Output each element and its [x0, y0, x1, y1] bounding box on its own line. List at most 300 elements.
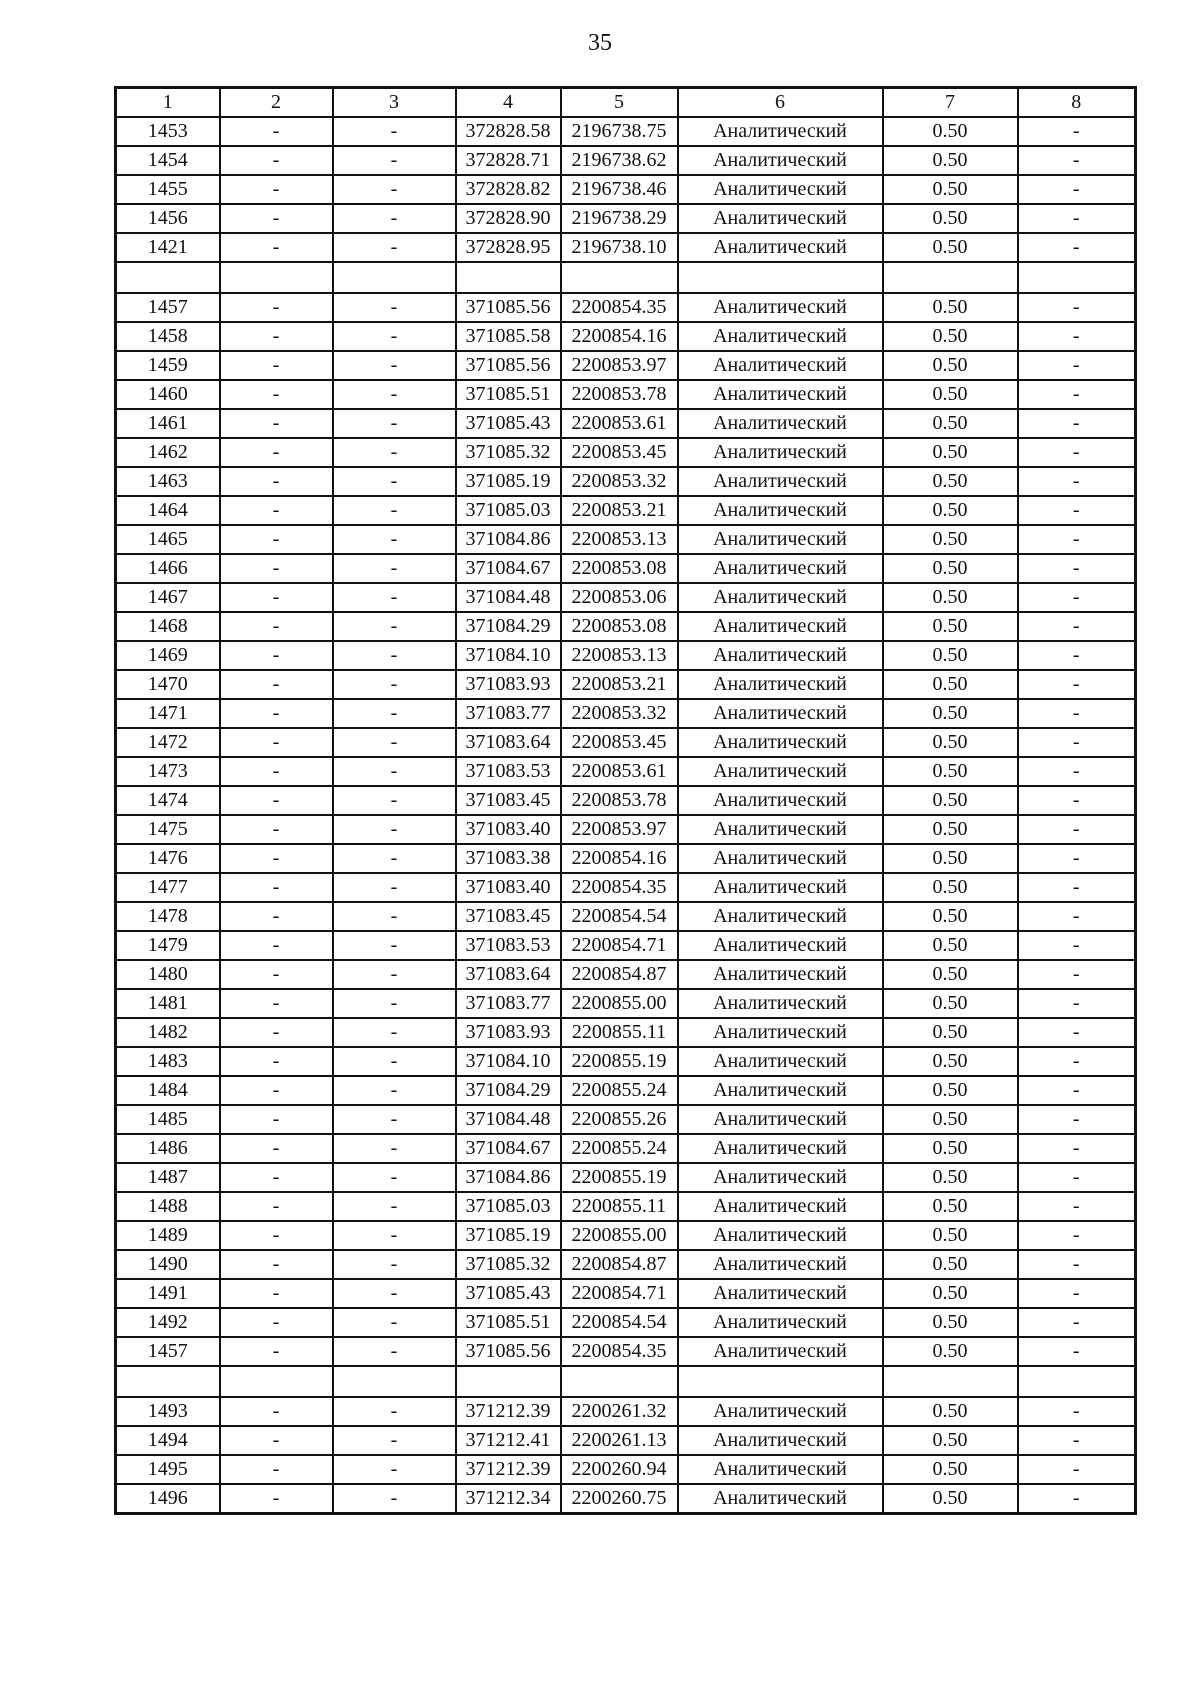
table-cell: - — [220, 1018, 333, 1047]
table-cell: - — [1018, 1250, 1136, 1279]
table-cell: - — [220, 1192, 333, 1221]
table-cell: 1491 — [116, 1279, 220, 1308]
table-cell: Аналитический — [678, 496, 883, 525]
table-cell: - — [333, 1134, 456, 1163]
table-cell: Аналитический — [678, 409, 883, 438]
table-cell: - — [333, 1018, 456, 1047]
table-cell: 1490 — [116, 1250, 220, 1279]
table-cell — [561, 262, 678, 293]
table-cell: - — [333, 1163, 456, 1192]
table-cell: 2196738.75 — [561, 117, 678, 146]
table-cell: 2200855.11 — [561, 1192, 678, 1221]
table-cell — [883, 1366, 1018, 1397]
table-cell: 1454 — [116, 146, 220, 175]
table-cell: 1478 — [116, 902, 220, 931]
table-cell: 2200855.26 — [561, 1105, 678, 1134]
table-cell: 371085.03 — [456, 496, 561, 525]
table-cell: 2200854.87 — [561, 960, 678, 989]
table-cell: Аналитический — [678, 931, 883, 960]
table-cell: - — [1018, 204, 1136, 233]
table-row — [116, 1134, 1136, 1163]
table-cell: - — [1018, 583, 1136, 612]
table-cell: 1483 — [116, 1047, 220, 1076]
table-cell: - — [333, 1308, 456, 1337]
table-cell: - — [220, 1221, 333, 1250]
table-cell: 2200854.16 — [561, 322, 678, 351]
table-cell: 1471 — [116, 699, 220, 728]
column-header: 1 — [116, 88, 220, 118]
table-cell: Аналитический — [678, 525, 883, 554]
table-row — [116, 1426, 1136, 1455]
table-cell: 371085.58 — [456, 322, 561, 351]
table-cell: - — [220, 1105, 333, 1134]
table-cell: 2200260.94 — [561, 1455, 678, 1484]
table-cell: - — [220, 583, 333, 612]
table-cell: 2200853.21 — [561, 496, 678, 525]
table-cell: 2200853.06 — [561, 583, 678, 612]
column-header: 4 — [456, 88, 561, 118]
table-cell: 2200854.35 — [561, 293, 678, 322]
table-cell: Аналитический — [678, 554, 883, 583]
table-cell: 2200855.00 — [561, 989, 678, 1018]
table-cell: - — [220, 728, 333, 757]
table-cell: 0.50 — [883, 1105, 1018, 1134]
table-cell: 371084.48 — [456, 1105, 561, 1134]
table-cell: 0.50 — [883, 438, 1018, 467]
table-cell: 371084.86 — [456, 525, 561, 554]
table-cell: - — [220, 467, 333, 496]
table-cell: 371085.32 — [456, 1250, 561, 1279]
table-cell: Аналитический — [678, 670, 883, 699]
table-cell: 371212.39 — [456, 1455, 561, 1484]
table-cell: - — [1018, 1163, 1136, 1192]
table-cell: - — [220, 322, 333, 351]
table-cell: - — [1018, 902, 1136, 931]
table-cell: 1473 — [116, 757, 220, 786]
table-cell: Аналитический — [678, 1018, 883, 1047]
table-cell: - — [333, 612, 456, 641]
table-cell: 2200853.32 — [561, 467, 678, 496]
table-cell: 0.50 — [883, 525, 1018, 554]
table-cell: 0.50 — [883, 815, 1018, 844]
table-cell: 1486 — [116, 1134, 220, 1163]
table-cell: - — [220, 146, 333, 175]
table-cell: Аналитический — [678, 1134, 883, 1163]
table-cell: 2200854.71 — [561, 931, 678, 960]
table-cell: 0.50 — [883, 612, 1018, 641]
table-cell: - — [1018, 931, 1136, 960]
table-cell: Аналитический — [678, 438, 883, 467]
table-cell: 0.50 — [883, 1279, 1018, 1308]
table-cell — [678, 1366, 883, 1397]
table-cell — [333, 262, 456, 293]
table-cell: 2200261.13 — [561, 1426, 678, 1455]
table-cell: 0.50 — [883, 204, 1018, 233]
table-row — [116, 175, 1136, 204]
table-cell: 1456 — [116, 204, 220, 233]
table-cell: 2200853.08 — [561, 612, 678, 641]
table-cell: 371085.19 — [456, 1221, 561, 1250]
table-cell: 371085.43 — [456, 409, 561, 438]
table-cell: 1480 — [116, 960, 220, 989]
table-row — [116, 525, 1136, 554]
table-row — [116, 1250, 1136, 1279]
table-cell: - — [333, 844, 456, 873]
table-cell: 2200854.71 — [561, 1279, 678, 1308]
table-cell: - — [220, 525, 333, 554]
table-row — [116, 262, 1136, 293]
column-header: 8 — [1018, 88, 1136, 118]
table-cell: - — [220, 233, 333, 262]
table-cell: - — [220, 554, 333, 583]
table-cell: 371084.67 — [456, 554, 561, 583]
table-cell — [1018, 262, 1136, 293]
table-cell: - — [333, 293, 456, 322]
table-cell: 1470 — [116, 670, 220, 699]
table-cell: 371083.45 — [456, 902, 561, 931]
table-cell: - — [333, 438, 456, 467]
table-row — [116, 1018, 1136, 1047]
table-row — [116, 409, 1136, 438]
table-cell: - — [1018, 1076, 1136, 1105]
table-cell: Аналитический — [678, 728, 883, 757]
table-cell: Аналитический — [678, 902, 883, 931]
table-cell: 0.50 — [883, 146, 1018, 175]
table-cell: - — [333, 873, 456, 902]
table-row — [116, 641, 1136, 670]
table-cell: - — [333, 1455, 456, 1484]
table-cell: - — [1018, 844, 1136, 873]
table-cell: 2200853.21 — [561, 670, 678, 699]
table-cell: - — [1018, 786, 1136, 815]
table-cell: 2200853.61 — [561, 409, 678, 438]
table-cell: - — [1018, 554, 1136, 583]
table-cell: 1464 — [116, 496, 220, 525]
table-cell: - — [1018, 1047, 1136, 1076]
table-cell: 371085.51 — [456, 380, 561, 409]
table-cell: 2196738.62 — [561, 146, 678, 175]
table-cell: 2200853.97 — [561, 351, 678, 380]
table-cell: Аналитический — [678, 1192, 883, 1221]
table-cell: 0.50 — [883, 1308, 1018, 1337]
table-cell: - — [220, 409, 333, 438]
table-cell: Аналитический — [678, 380, 883, 409]
table-cell: 371212.34 — [456, 1484, 561, 1514]
table-cell: - — [1018, 438, 1136, 467]
table-cell: - — [220, 815, 333, 844]
table-row — [116, 583, 1136, 612]
table-cell: 1463 — [116, 467, 220, 496]
table-cell: 2200854.87 — [561, 1250, 678, 1279]
table-cell: 2200854.35 — [561, 1337, 678, 1366]
table-cell: 371083.77 — [456, 699, 561, 728]
table-cell — [333, 1366, 456, 1397]
table-row — [116, 204, 1136, 233]
table-cell: - — [1018, 1484, 1136, 1514]
table-cell: 1481 — [116, 989, 220, 1018]
table-cell: Аналитический — [678, 757, 883, 786]
table-cell — [116, 1366, 220, 1397]
table-row — [116, 117, 1136, 146]
table-cell: - — [220, 1397, 333, 1426]
column-header: 7 — [883, 88, 1018, 118]
table-cell: - — [220, 496, 333, 525]
table-cell: 2200261.32 — [561, 1397, 678, 1426]
table-cell: - — [333, 554, 456, 583]
table-cell: 371085.56 — [456, 1337, 561, 1366]
table-cell: - — [1018, 612, 1136, 641]
table-cell: - — [220, 1337, 333, 1366]
table-cell: 371085.03 — [456, 1192, 561, 1221]
table-cell: 2200854.54 — [561, 1308, 678, 1337]
table-cell — [883, 262, 1018, 293]
table-cell: - — [333, 1105, 456, 1134]
table-cell: Аналитический — [678, 641, 883, 670]
table-cell: 1493 — [116, 1397, 220, 1426]
table-cell: 0.50 — [883, 960, 1018, 989]
table-cell: 2200853.78 — [561, 786, 678, 815]
table-cell: 371084.48 — [456, 583, 561, 612]
table-cell: - — [333, 931, 456, 960]
table-cell: - — [1018, 641, 1136, 670]
table-cell: 371084.10 — [456, 641, 561, 670]
table-cell: - — [220, 931, 333, 960]
table-row — [116, 931, 1136, 960]
table-cell: - — [220, 1076, 333, 1105]
table-cell: Аналитический — [678, 1484, 883, 1514]
table-cell: 1458 — [116, 322, 220, 351]
table-cell: - — [220, 293, 333, 322]
table-cell — [1018, 1366, 1136, 1397]
table-cell: - — [1018, 1134, 1136, 1163]
table-cell: - — [333, 496, 456, 525]
table-row — [116, 233, 1136, 262]
table-cell: 1492 — [116, 1308, 220, 1337]
table-cell: - — [1018, 1397, 1136, 1426]
table-cell: 1453 — [116, 117, 220, 146]
table-cell: - — [1018, 1279, 1136, 1308]
table-cell: 1479 — [116, 931, 220, 960]
table-cell: - — [220, 117, 333, 146]
table-cell: - — [333, 989, 456, 1018]
table-cell: 0.50 — [883, 409, 1018, 438]
table-cell: - — [220, 699, 333, 728]
table-cell: 0.50 — [883, 1047, 1018, 1076]
table-cell: 1472 — [116, 728, 220, 757]
table-row — [116, 699, 1136, 728]
table-cell: - — [333, 583, 456, 612]
table-cell: 0.50 — [883, 757, 1018, 786]
table-cell: 372828.82 — [456, 175, 561, 204]
table-row — [116, 1308, 1136, 1337]
table-cell: 2200855.11 — [561, 1018, 678, 1047]
table-cell: 1489 — [116, 1221, 220, 1250]
table-cell: 0.50 — [883, 699, 1018, 728]
table-cell: - — [333, 902, 456, 931]
table-cell: - — [220, 438, 333, 467]
table-cell: - — [220, 1426, 333, 1455]
table-cell: Аналитический — [678, 467, 883, 496]
table-cell: 0.50 — [883, 844, 1018, 873]
table-cell: 372828.95 — [456, 233, 561, 262]
table-cell: - — [220, 351, 333, 380]
table-cell: Аналитический — [678, 786, 883, 815]
table-cell: - — [333, 786, 456, 815]
table-row — [116, 496, 1136, 525]
table-cell: 1469 — [116, 641, 220, 670]
table-cell: 0.50 — [883, 1192, 1018, 1221]
table-cell: 371085.51 — [456, 1308, 561, 1337]
table-cell: 1488 — [116, 1192, 220, 1221]
table-cell: 2196738.46 — [561, 175, 678, 204]
table-cell: 371085.32 — [456, 438, 561, 467]
table-cell: 2200853.45 — [561, 728, 678, 757]
table-cell: 371085.56 — [456, 293, 561, 322]
table-cell: 1465 — [116, 525, 220, 554]
table-cell: 2200854.54 — [561, 902, 678, 931]
table-cell: 0.50 — [883, 1018, 1018, 1047]
table-cell: 0.50 — [883, 902, 1018, 931]
table-cell: - — [333, 1076, 456, 1105]
table-cell: 0.50 — [883, 1397, 1018, 1426]
table-cell: - — [1018, 728, 1136, 757]
table-cell: - — [333, 175, 456, 204]
table-cell: 371084.29 — [456, 1076, 561, 1105]
table-cell: - — [1018, 117, 1136, 146]
table-cell — [561, 1366, 678, 1397]
table-cell: 1485 — [116, 1105, 220, 1134]
table-cell: - — [1018, 496, 1136, 525]
table-cell: - — [220, 1250, 333, 1279]
table-cell: 371212.41 — [456, 1426, 561, 1455]
table-cell: Аналитический — [678, 322, 883, 351]
table-cell: Аналитический — [678, 1163, 883, 1192]
table-cell: 1474 — [116, 786, 220, 815]
table-cell: 2200853.32 — [561, 699, 678, 728]
table-cell: - — [333, 1484, 456, 1514]
table-cell — [220, 1366, 333, 1397]
table-row — [116, 1279, 1136, 1308]
table-cell: 371083.93 — [456, 670, 561, 699]
table-cell: Аналитический — [678, 351, 883, 380]
table-cell: 0.50 — [883, 931, 1018, 960]
table-cell: - — [1018, 699, 1136, 728]
table-cell: 2200855.19 — [561, 1163, 678, 1192]
coordinates-table — [114, 86, 1137, 1515]
table-cell: 0.50 — [883, 1455, 1018, 1484]
table-cell: 0.50 — [883, 1250, 1018, 1279]
table-row — [116, 960, 1136, 989]
table-cell: - — [220, 1047, 333, 1076]
table-cell: 2200853.97 — [561, 815, 678, 844]
table-cell: - — [1018, 670, 1136, 699]
table-cell: 371084.67 — [456, 1134, 561, 1163]
table-cell: 1477 — [116, 873, 220, 902]
table-cell — [220, 262, 333, 293]
table-cell: - — [333, 815, 456, 844]
table-cell: - — [333, 117, 456, 146]
table-row — [116, 293, 1136, 322]
column-header: 5 — [561, 88, 678, 118]
table-cell: Аналитический — [678, 1455, 883, 1484]
table-cell: 2200854.16 — [561, 844, 678, 873]
table-cell: Аналитический — [678, 844, 883, 873]
table-cell: - — [333, 204, 456, 233]
table-cell: 371085.43 — [456, 1279, 561, 1308]
table-cell: - — [333, 467, 456, 496]
table-cell: 372828.71 — [456, 146, 561, 175]
table-cell: 1466 — [116, 554, 220, 583]
table-cell: - — [333, 322, 456, 351]
table-cell: - — [220, 757, 333, 786]
table-cell: 2200853.08 — [561, 554, 678, 583]
table-cell: - — [220, 1134, 333, 1163]
table-cell: 1496 — [116, 1484, 220, 1514]
table-row — [116, 902, 1136, 931]
table-cell: 1468 — [116, 612, 220, 641]
table-row — [116, 1366, 1136, 1397]
table-cell: 371083.53 — [456, 931, 561, 960]
table-row — [116, 438, 1136, 467]
table-cell: 2200855.19 — [561, 1047, 678, 1076]
table-cell: - — [1018, 146, 1136, 175]
table-cell: 2200855.00 — [561, 1221, 678, 1250]
table-cell: - — [333, 1426, 456, 1455]
table-cell: 0.50 — [883, 786, 1018, 815]
table-row — [116, 1105, 1136, 1134]
table-cell: 371083.45 — [456, 786, 561, 815]
table-cell: 1476 — [116, 844, 220, 873]
table-cell: 1482 — [116, 1018, 220, 1047]
table-row — [116, 1397, 1136, 1426]
table-row — [116, 1076, 1136, 1105]
table-cell: 2200853.78 — [561, 380, 678, 409]
table-cell: - — [1018, 409, 1136, 438]
table-cell: 1484 — [116, 1076, 220, 1105]
table-cell: - — [1018, 1426, 1136, 1455]
table-cell: - — [1018, 873, 1136, 902]
table-cell: 1467 — [116, 583, 220, 612]
table-row — [116, 670, 1136, 699]
table-cell: 2200854.35 — [561, 873, 678, 902]
table-cell: 1455 — [116, 175, 220, 204]
page-number: 35 — [588, 30, 612, 56]
table-cell: Аналитический — [678, 117, 883, 146]
table-cell: 371083.93 — [456, 1018, 561, 1047]
table-cell: 0.50 — [883, 1221, 1018, 1250]
table-row — [116, 873, 1136, 902]
table-row — [116, 728, 1136, 757]
table-row — [116, 757, 1136, 786]
table-cell: Аналитический — [678, 1221, 883, 1250]
table-cell: - — [333, 1221, 456, 1250]
table-row — [116, 554, 1136, 583]
table-cell: 0.50 — [883, 1484, 1018, 1514]
table-cell: 1487 — [116, 1163, 220, 1192]
table-cell: 0.50 — [883, 554, 1018, 583]
table-cell: Аналитический — [678, 960, 883, 989]
table-cell: - — [1018, 175, 1136, 204]
table-cell: 2200853.61 — [561, 757, 678, 786]
table-cell: Аналитический — [678, 1105, 883, 1134]
table-cell — [456, 1366, 561, 1397]
table-cell: 1462 — [116, 438, 220, 467]
table-cell: Аналитический — [678, 1426, 883, 1455]
table-row — [116, 146, 1136, 175]
table-cell: Аналитический — [678, 204, 883, 233]
table-cell: 2200260.75 — [561, 1484, 678, 1514]
table-cell: - — [1018, 1337, 1136, 1366]
